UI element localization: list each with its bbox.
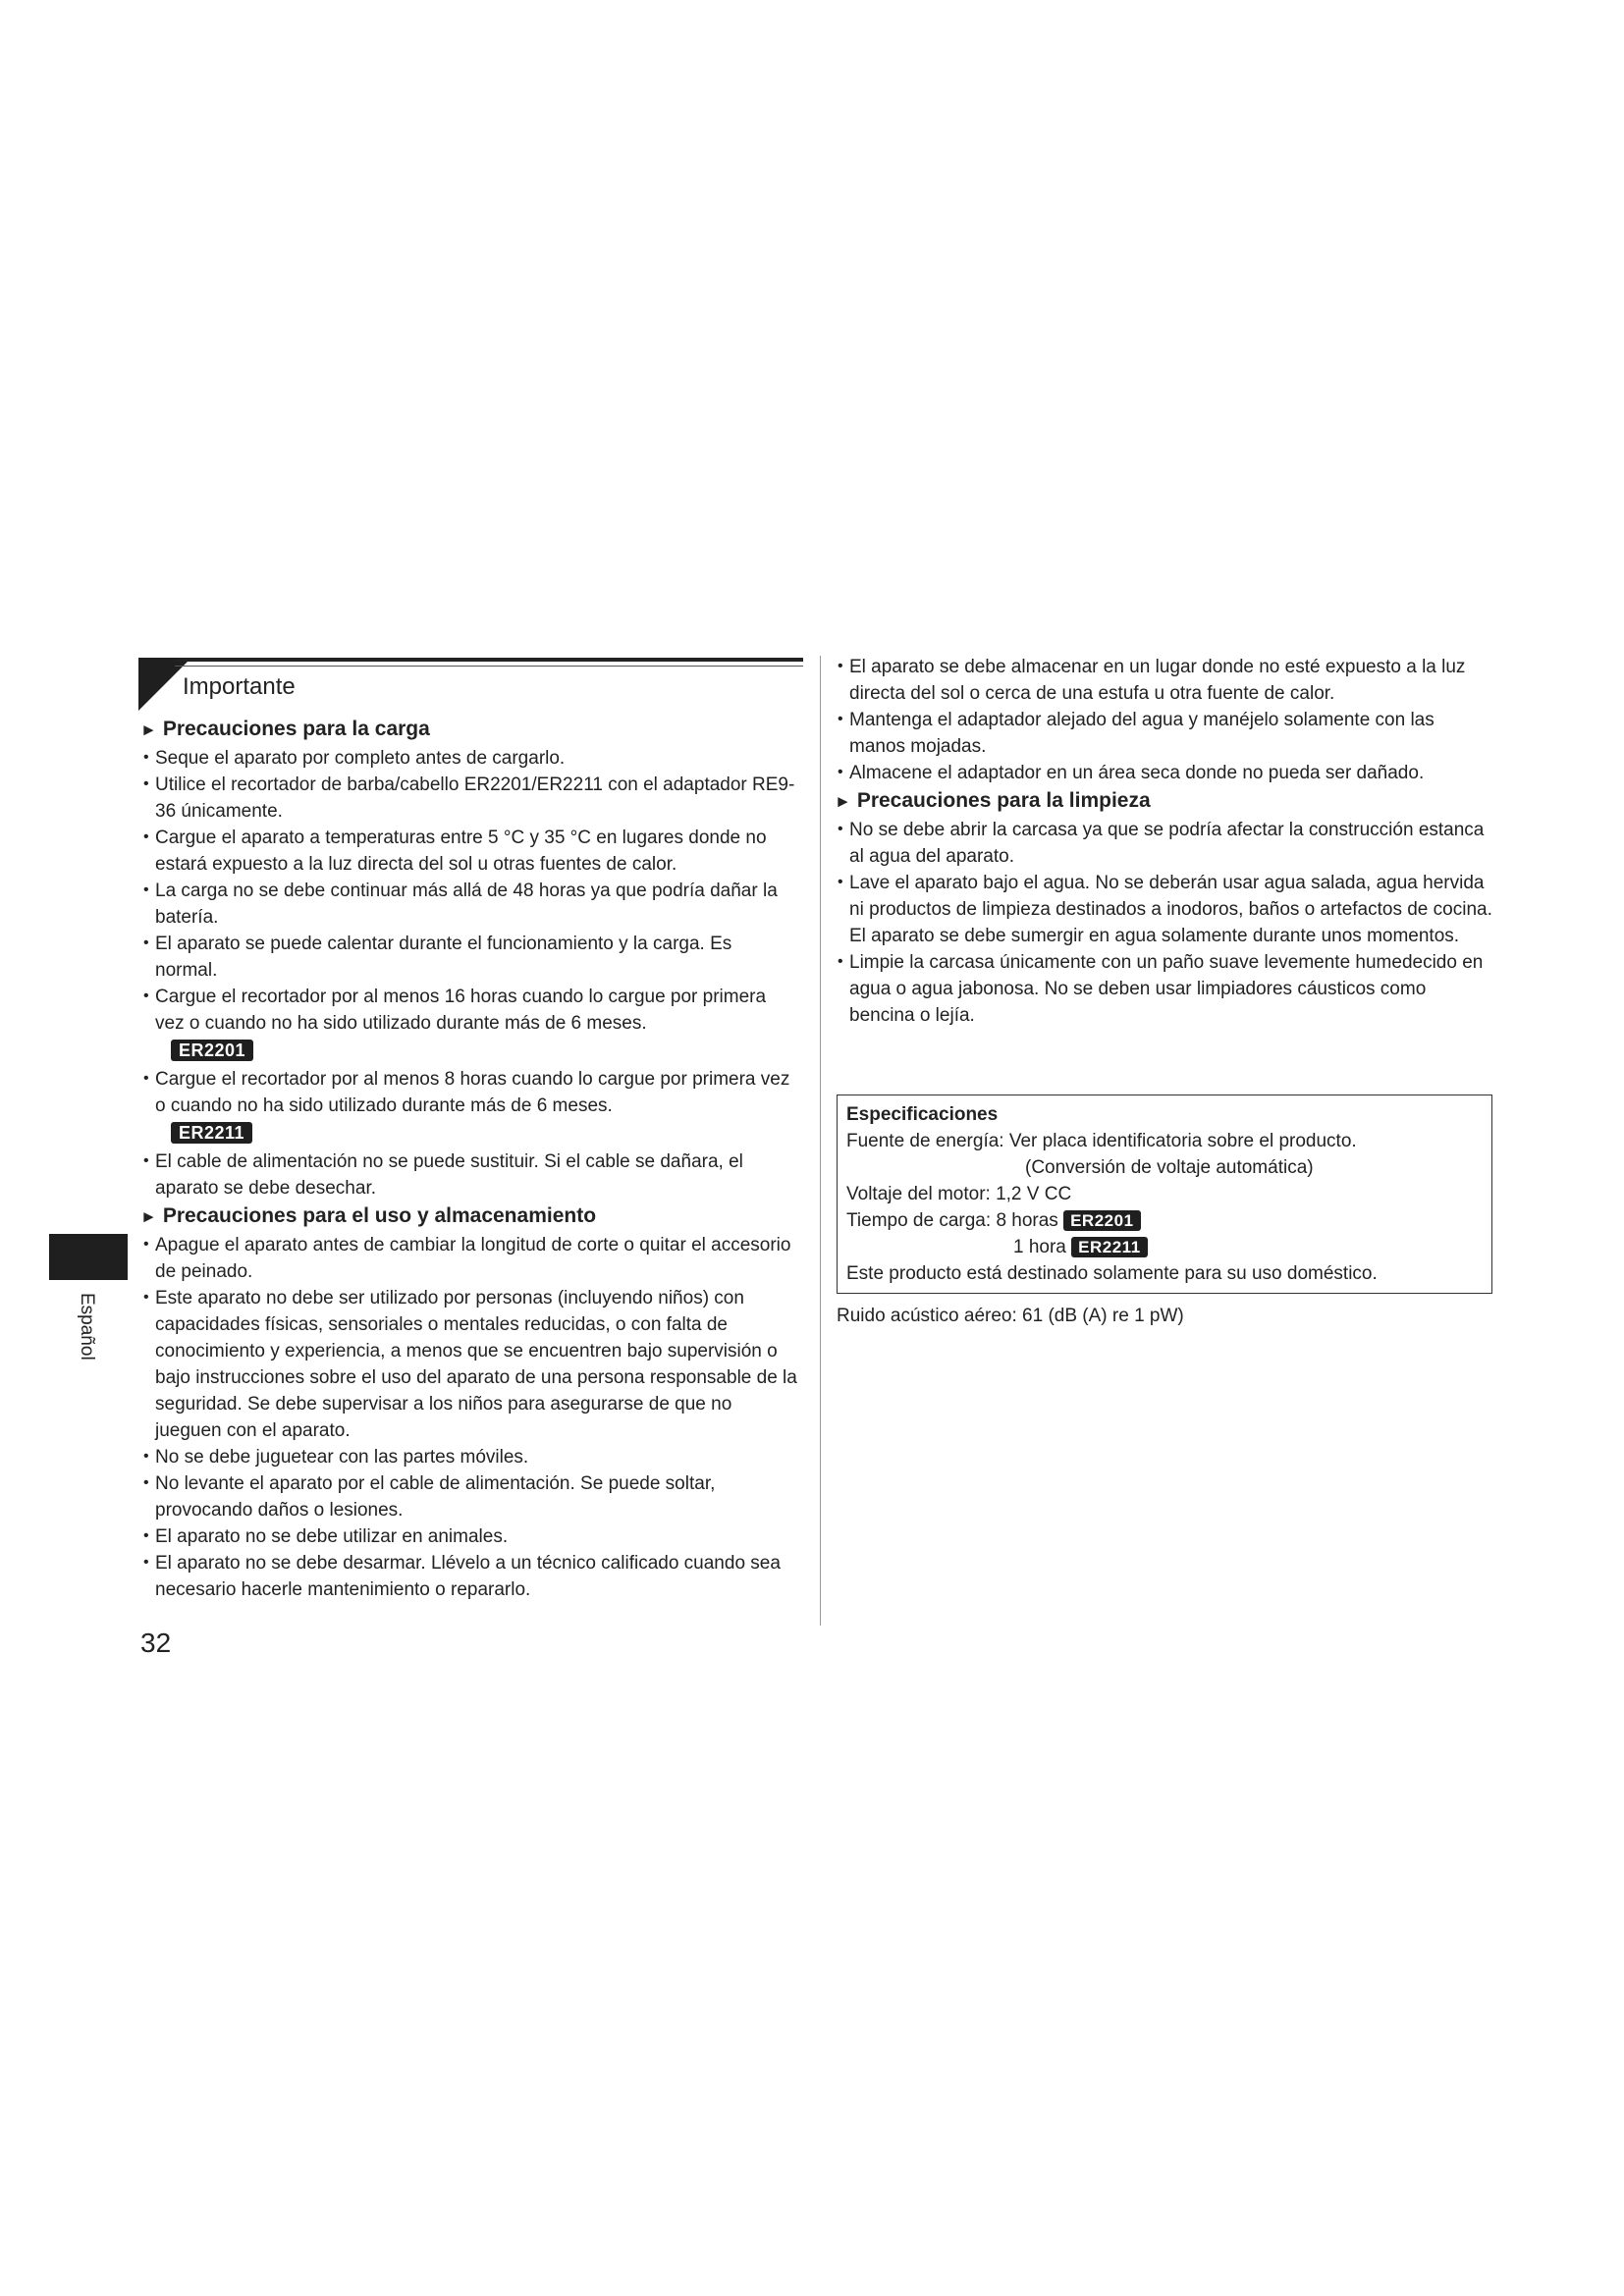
list-item: • Cargue el recortador por al menos 8 horas cuando lo cargue por primera vez o cuando no ha sido utilizado durante más de 6 meses. ER2211 xyxy=(140,1066,798,1147)
charge-time-row xyxy=(846,1234,1484,1260)
model-badge: ER2211 xyxy=(171,1122,252,1144)
cleaning-precautions-list xyxy=(835,817,1492,1029)
arrow-icon: ► xyxy=(140,1207,157,1226)
arrow-icon: ► xyxy=(835,792,851,811)
header-rule-thin xyxy=(175,666,803,667)
list-item: • El cable de alimentación no se puede sustituir. Si el cable se dañara, el aparato se debe desechar. xyxy=(140,1148,798,1201)
list-item: • No levante el aparato por el cable de alimentación. Se puede soltar, provocando daños o lesiones. xyxy=(140,1470,798,1523)
list-item: • El aparato se puede calentar durante el funcionamiento y la carga. Es normal. xyxy=(140,931,798,984)
specifications-title: Especificaciones xyxy=(846,1104,999,1125)
right-column xyxy=(835,654,1492,1029)
page-number: 32 xyxy=(140,1628,172,1658)
arrow-icon: ► xyxy=(140,721,157,739)
charging-precautions-list xyxy=(140,745,798,1201)
section-heading: Importante xyxy=(183,673,296,700)
model-badge: ER2201 xyxy=(171,1040,253,1061)
voltage-conversion-note: (Conversión de voltaje automática) xyxy=(1025,1157,1314,1178)
power-source-row xyxy=(846,1128,1484,1154)
list-item: • Limpie la carcasa únicamente con un paño suave levemente humedecido en agua o agua jabonosa. No se deben usar limpiadores cáusticos como bencina o lejía. xyxy=(835,949,1492,1029)
power-source-label: Fuente de energía: xyxy=(846,1131,1004,1151)
list-item: • El aparato no se debe utilizar en animales. xyxy=(140,1523,798,1550)
model-badge: ER2201 xyxy=(1063,1210,1140,1231)
left-column xyxy=(140,715,798,1603)
column-divider xyxy=(820,656,821,1626)
charging-precautions-heading: ► Precauciones para la carga xyxy=(140,718,430,740)
use-storage-precautions-list xyxy=(140,1232,798,1603)
specifications-box xyxy=(837,1095,1492,1294)
list-item: • Este aparato no debe ser utilizado por personas (incluyendo niños) con capacidades físicas, sensoriales o mentales reducidas, o con falta de conocimiento y experiencia, a menos que se encuentren bajo supervisión o bajo instrucciones sobre el uso del aparato de una persona responsable de la seguridad. Se debe supervisar a los niños para asegurarse de que no jueguen con el aparato. xyxy=(140,1285,798,1444)
charge-time-row xyxy=(846,1207,1484,1234)
motor-voltage-row: Voltaje del motor: 1,2 V CC xyxy=(846,1184,1072,1204)
language-tab-marker xyxy=(49,1234,128,1280)
domestic-use-note: Este producto está destinado solamente para su uso doméstico. xyxy=(846,1263,1378,1284)
model-badge: ER2211 xyxy=(1071,1237,1148,1257)
charge-time-value: 1 hora xyxy=(1013,1237,1066,1257)
language-label: Español xyxy=(77,1293,97,1361)
charge-time-label: Tiempo de carga: xyxy=(846,1210,992,1231)
power-source-value: Ver placa identificatoria sobre el producto. xyxy=(1008,1131,1357,1151)
list-item: • Utilice el recortador de barba/cabello ER2201/ER2211 con el adaptador RE9-36 únicamente. xyxy=(140,772,798,825)
charge-time-value: 8 horas xyxy=(996,1210,1058,1231)
storage-precautions-continued-list xyxy=(835,654,1492,786)
header-rule xyxy=(175,658,803,662)
list-item: • Almacene el adaptador en un área seca donde no pueda ser dañado. xyxy=(835,760,1492,786)
list-item: • Lave el aparato bajo el agua. No se deberán usar agua salada, agua hervida ni productos de limpieza destinados a inodoros, baños o artefactos de cocina. El aparato se debe sumergir en agua solamente durante unos momentos. xyxy=(835,870,1492,949)
list-item: • Apague el aparato antes de cambiar la longitud de corte o quitar el accesorio de peinado. xyxy=(140,1232,798,1285)
use-storage-precautions-heading: ► Precauciones para el uso y almacenamiento xyxy=(140,1204,597,1227)
list-item: • No se debe abrir la carcasa ya que se podría afectar la construcción estanca al agua del aparato. xyxy=(835,817,1492,870)
cleaning-precautions-heading: ► Precauciones para la limpieza xyxy=(835,789,1151,812)
list-item: • Cargue el aparato a temperaturas entre 5 °C y 35 °C en lugares donde no estará expuesto a la luz directa del sol u otras fuentes de calor. xyxy=(140,825,798,878)
list-item: • Seque el aparato por completo antes de cargarlo. xyxy=(140,745,798,772)
list-item: • Mantenga el adaptador alejado del agua y manéjelo solamente con las manos mojadas. xyxy=(835,707,1492,760)
acoustic-noise-note: Ruido acústico aéreo: 61 (dB (A) re 1 pW) xyxy=(837,1306,1184,1326)
list-item: • El aparato se debe almacenar en un lugar donde no esté expuesto a la luz directa del sol o cerca de una estufa u otra fuente de calor. xyxy=(835,654,1492,707)
list-item: • La carga no se debe continuar más allá de 48 horas ya que podría dañar la batería. xyxy=(140,878,798,931)
list-item: • No se debe juguetear con las partes móviles. xyxy=(140,1444,798,1470)
list-item: • El aparato no se debe desarmar. Llévelo a un técnico calificado cuando sea necesario hacerle mantenimiento o repararlo. xyxy=(140,1550,798,1603)
list-item: • Cargue el recortador por al menos 16 horas cuando lo cargue por primera vez o cuando no ha sido utilizado durante más de 6 meses. ER2201 xyxy=(140,984,798,1064)
